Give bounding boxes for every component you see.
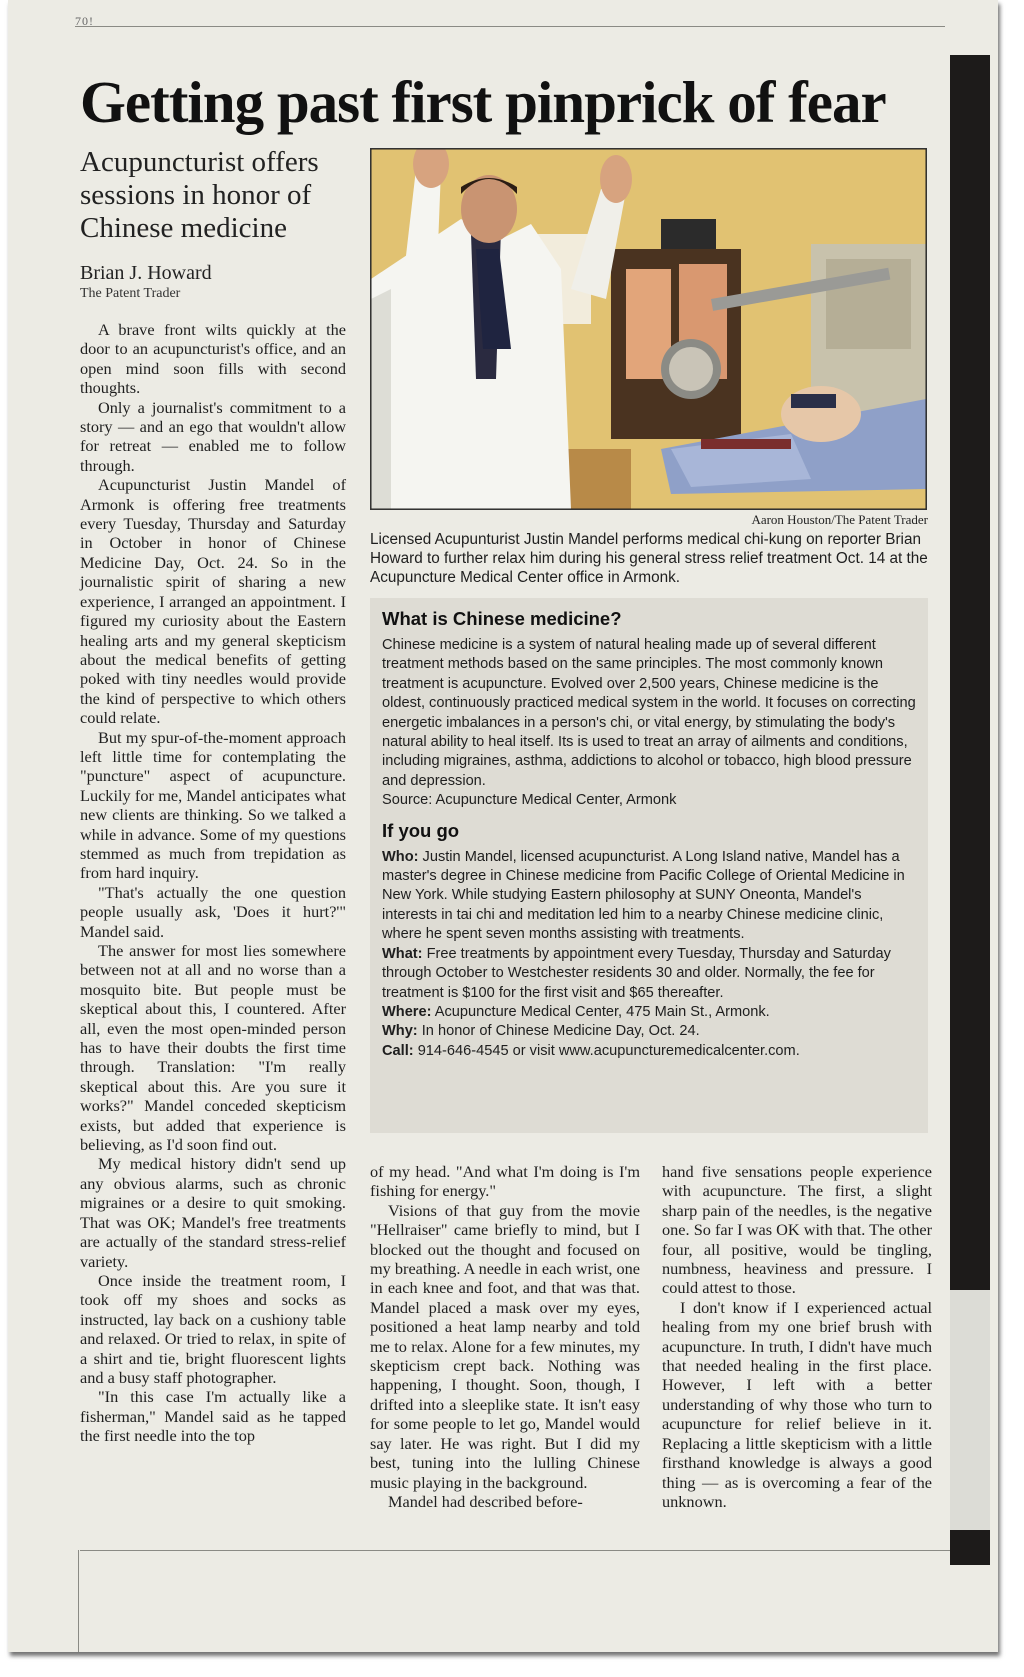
why-text: In honor of Chinese Medicine Day, Oct. 24.: [421, 1023, 700, 1040]
paragraph: "That's actually the one question people usually ask, 'Does it hurt?'" Mandel said.: [80, 882, 346, 941]
paragraph: Acupuncturist Justin Mandel of Armonk is offering free treatments every Tuesday, Thursday and Saturday in October in honor of Chinese Medicine Day, Oct. 24. So in the journalistic spirit of sharing a new experience, I arranged an appointment. I figured my curiosity about the Eastern healing arts and my general skepticism about the medical benefits of getting poked with tiny needles would provide the kind of perspective to which others could relate.: [80, 475, 346, 728]
paragraph: I don't know if I experienced actual healing from my one brief brush with acupuncture. In truth, I didn't have much that needed healing in the first place. However, I left with a better understanding of why those who turn to acupuncture for relief believe in it. Replacing a little skepticism with a little firsthand knowledge is always a good thing — as is overcoming a fear of the unknown.: [662, 1297, 932, 1511]
sidebar-description: Chinese medicine is a system of natural healing made up of several different treatment methods based on the same principles. The most commonly known treatment is acupuncture. Evolved over 2,500 years, Chinese medicine is the oldest, continuously practiced medical system in the world. It focuses on correcting energetic imbalances in a person's chi, or vital energy, by stimulating the body's natural ability to heal itself. Its is used to treat an array of ailments and conditions, including migraines, asthma, addictions to alcohol or tobacco, high blood pressure and depression.: [382, 637, 916, 789]
paragraph: "In this case I'm actually like a fisherman," Mandel said as he tapped the first needle into the top: [80, 1387, 346, 1446]
paragraph: Once inside the treatment room, I took off my shoes and socks as instructed, lay back on a cushiony table and relaxed. Or tried to relax, in spite of a shirt and tie, bright fluorescent lights and a busy staff photographer.: [80, 1270, 346, 1387]
paragraph: The answer for most lies somewhere between not at all and no worse than a mosquito bite. But people must be skeptical about this, I countered. After all, even the most open-minded person has to have their doubts the first time through. Translation: "I'm really skeptical about this. Are you sure it works?" Mandel conceded skepticism exists, but added that experience is believing, as I'd soon find out.: [80, 941, 346, 1155]
sidebar-source: Source: Acupuncture Medical Center, Armonk: [382, 792, 677, 809]
headline: Getting past first pinprick of fear: [80, 69, 886, 135]
sidebar-call: [382, 1042, 916, 1061]
article-column-left: [80, 320, 346, 1446]
byline-source: The Patent Trader: [80, 286, 181, 301]
sidebar-who: [382, 848, 916, 945]
call-label: Call:: [382, 1042, 414, 1059]
acupuncture-treatment-photo: [371, 149, 926, 509]
paragraph: hand five sensations people experience with acupuncture. The first, a slight sharp pain of the needles, is the negative one. So far I was OK with that. The other four, all positive, would be tingling, numbness, heaviness and pressure. I could attest to those.: [662, 1162, 932, 1298]
article-photo: [370, 148, 927, 510]
why-label: Why:: [382, 1023, 418, 1040]
paragraph: My medical history didn't send up any obvious alarms, such as chronic migraines or a desire to quit smoking. That was OK; Mandel's free treatments are actually of the standard stress-relief variety.: [80, 1154, 346, 1271]
page-number: 70!: [75, 14, 94, 28]
paragraph: Visions of that guy from the movie "Hellraiser" came briefly to mind, but I blocked out the thought and focused on my breathing. A needle in each wrist, one in each knee and foot, and that was that. Mandel placed a mask over my eyes, positioned a heat lamp nearby and told me to relax. Alone for a few minutes, my skepticism crept back. Nothing was happening, I thought. Soon, though, I drifted into a sleeplike state. It isn't easy for some people to let go, Mandel would say later. He was right. But I did my best, tuning into the lulling Chinese music playing in the background.: [370, 1200, 640, 1492]
sidebar-why: [382, 1022, 916, 1041]
sidebar-title-chinese-medicine: What is Chinese medicine?: [382, 608, 622, 629]
what-text: Free treatments by appointment every Tuesday, Thursday and Saturday through October to Westchester residents 30 and older. Normally, the fee for treatment is $100 for the first visit and $65 thereafter.: [382, 945, 891, 1001]
subhead: Acupuncturist offers sessions in honor of Chinese medicine: [80, 146, 319, 244]
article-column-middle: [370, 1162, 640, 1511]
sidebar-what: [382, 945, 916, 1003]
paragraph: Mandel had described before-: [388, 1491, 583, 1511]
who-label: Who:: [382, 848, 419, 865]
paragraph: of my head. "And what I'm doing is I'm fishing for energy.": [370, 1162, 640, 1201]
call-text: 914-646-4545 or visit www.acupuncturemedicalcenter.com.: [417, 1042, 800, 1059]
article-column-right: [662, 1162, 932, 1511]
sidebar-title-if-you-go: If you go: [382, 819, 460, 841]
what-label: What:: [382, 945, 423, 962]
adjacent-page-panel: [950, 1290, 990, 1530]
paragraph: But my spur-of-the-moment approach left little time for contemplating the "puncture" aspect of acupuncture. Luckily for me, Mandel anticipates what new clients are thinking. So we talked a while in advance. Some of my questions stemmed as much from trepidation as from hard inquiry.: [80, 727, 346, 883]
where-text: Acupuncture Medical Center, 475 Main St., Armonk.: [434, 1003, 770, 1020]
photo-credit: Aaron Houston/The Patent Trader: [751, 512, 928, 527]
left-margin-rule: [78, 1550, 79, 1652]
paragraph: Only a journalist's commitment to a story — and an ego that wouldn't allow for retreat — enabled me to follow through.: [80, 397, 346, 475]
photo-caption: Licensed Acupunturist Justin Mandel performs medical chi-kung on reporter Brian Howard to further relax him during his general stress relief treatment Oct. 14 at the Acupuncture Medical Center office in Armonk.: [370, 531, 928, 586]
who-text: Justin Mandel, licensed acupuncturist. A Long Island native, Mandel has a master's degree in Chinese medicine from Pacific College of Oriental Medicine in New York. While studying Eastern philosophy at SUNY Oneonta, Mandel's interests in tai chi and meditation led him to a nearby Chinese medicine clinic, where he spent seven months assisting with treatments.: [382, 848, 905, 943]
where-label: Where:: [382, 1003, 432, 1020]
bottom-rule: [80, 1550, 950, 1551]
top-rule: [75, 26, 945, 27]
sidebar-where: [382, 1003, 916, 1022]
byline: Brian J. Howard: [80, 262, 212, 284]
paragraph: A brave front wilts quickly at the door to an acupuncturist's office, and an open mind soon fills with second thoughts.: [80, 320, 346, 398]
info-sidebar: [370, 598, 928, 1133]
